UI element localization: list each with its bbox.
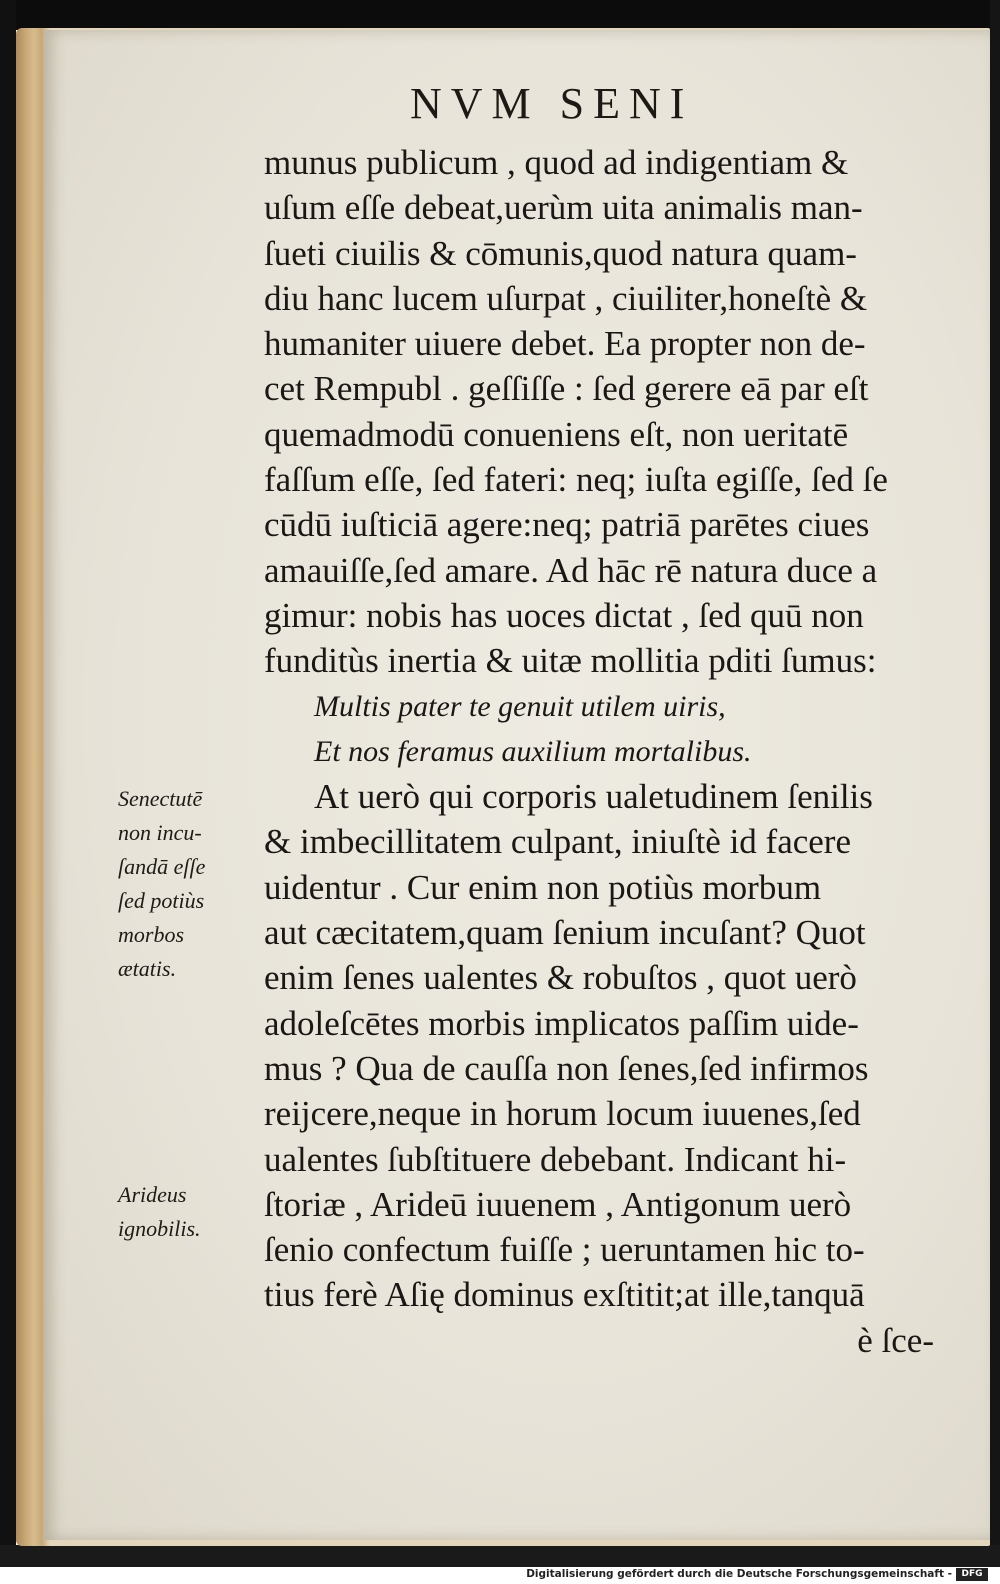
text-line: uidentur . Cur enim non potiùs morbum: [264, 867, 822, 907]
scan-bottom-border: [0, 1545, 1000, 1567]
text-line: At uerò qui corporis ualetudinem ſenilis: [314, 777, 873, 817]
text-line: diu hanc lucem uſurpat , ciuiliter,honeſtè &: [264, 278, 868, 318]
text-line: munus publicum , quod ad indigentiam &: [264, 143, 849, 182]
margin-note-line: Arideus: [118, 1182, 187, 1207]
margin-note-line: morbos: [118, 922, 185, 947]
margin-note-arideus: [118, 1178, 258, 1246]
scan-right-border: [990, 0, 1000, 1565]
margin-note-line: ſandā eſſe: [118, 854, 206, 879]
text-line: uſum eſſe debeat,uerùm uita animalis man-: [264, 188, 863, 228]
verse-line: Et nos feramus auxilium mortalibus.: [314, 734, 752, 768]
dfg-logo: DFG: [956, 1568, 988, 1581]
text-line: gimur: nobis has uoces dictat , ſed quū non: [264, 595, 864, 635]
running-header: NVM SENI: [410, 79, 694, 128]
margin-note-line: Senectutē: [118, 786, 203, 811]
scan-top-border: [0, 0, 1000, 30]
text-line: ualentes ſubſtituere debebant. Indicant hi-: [264, 1139, 847, 1179]
verse-line: Multis pater te genuit utilem uiris,: [314, 689, 726, 723]
text-line: amauiſſe,ſed amare. Ad hāc rē natura duce a: [264, 550, 878, 590]
text-line: adoleſcētes morbis implicatos paſſim uide-: [264, 1003, 859, 1043]
margin-note-line: ignobilis.: [118, 1216, 201, 1241]
text-line: faſſum eſſe, ſed fateri: neq; iuſta egiſſe, ſed ſe: [264, 460, 888, 500]
text-line: cūdū iuſticiā agere:neq; patriā parētes ciues: [264, 505, 870, 545]
text-line: ſtoriæ , Arideū iuuenem , Antigonum uerò: [264, 1184, 852, 1224]
text-line: quemadmodū conueniens eſt, non ueritatē: [264, 414, 849, 454]
text-line: ſueti ciuilis & cōmunis,quod natura quam-: [264, 233, 857, 273]
text-line: & imbecillitatem culpant, iniuſtè id facere: [264, 822, 852, 862]
text-line: mus ? Qua de cauſſa non ſenes,ſed infirmos: [264, 1048, 869, 1088]
text-line: enim ſenes ualentes & robuſtos , quot uerò: [264, 958, 857, 998]
catchword: è ſce-: [857, 1320, 934, 1360]
text-line: reijcere,neque in horum locum iuuenes,ſed: [264, 1094, 861, 1134]
text-line: ſenio confectum fuiſſe ; ueruntamen hic to-: [264, 1230, 865, 1270]
text-line: cet Rempubl . geſſiſſe : ſed gerere eā par eſt: [264, 369, 869, 409]
scan-left-border: [0, 0, 16, 1565]
margin-note-senectute: [118, 782, 258, 986]
margin-note-line: non incu-: [118, 820, 202, 845]
text-line: tius ferè Aſię dominus exſtitit;at ille,tanquā: [264, 1275, 865, 1315]
text-line: funditùs inertia & uitæ mollitia pditi ſumus:: [264, 641, 877, 681]
margin-note-line: ſed potiùs: [118, 888, 205, 913]
funding-credit: Digitalisierung gefördert durch die Deutsche Forschungsgemeinschaft -: [526, 1568, 952, 1580]
text-line: humaniter uiuere debet. Ea propter non de-: [264, 324, 866, 364]
margin-note-line: ætatis.: [118, 956, 177, 981]
text-line: aut cæcitatem,quam ſenium incuſant? Quot: [264, 913, 866, 953]
page-body-text: [264, 140, 954, 1363]
